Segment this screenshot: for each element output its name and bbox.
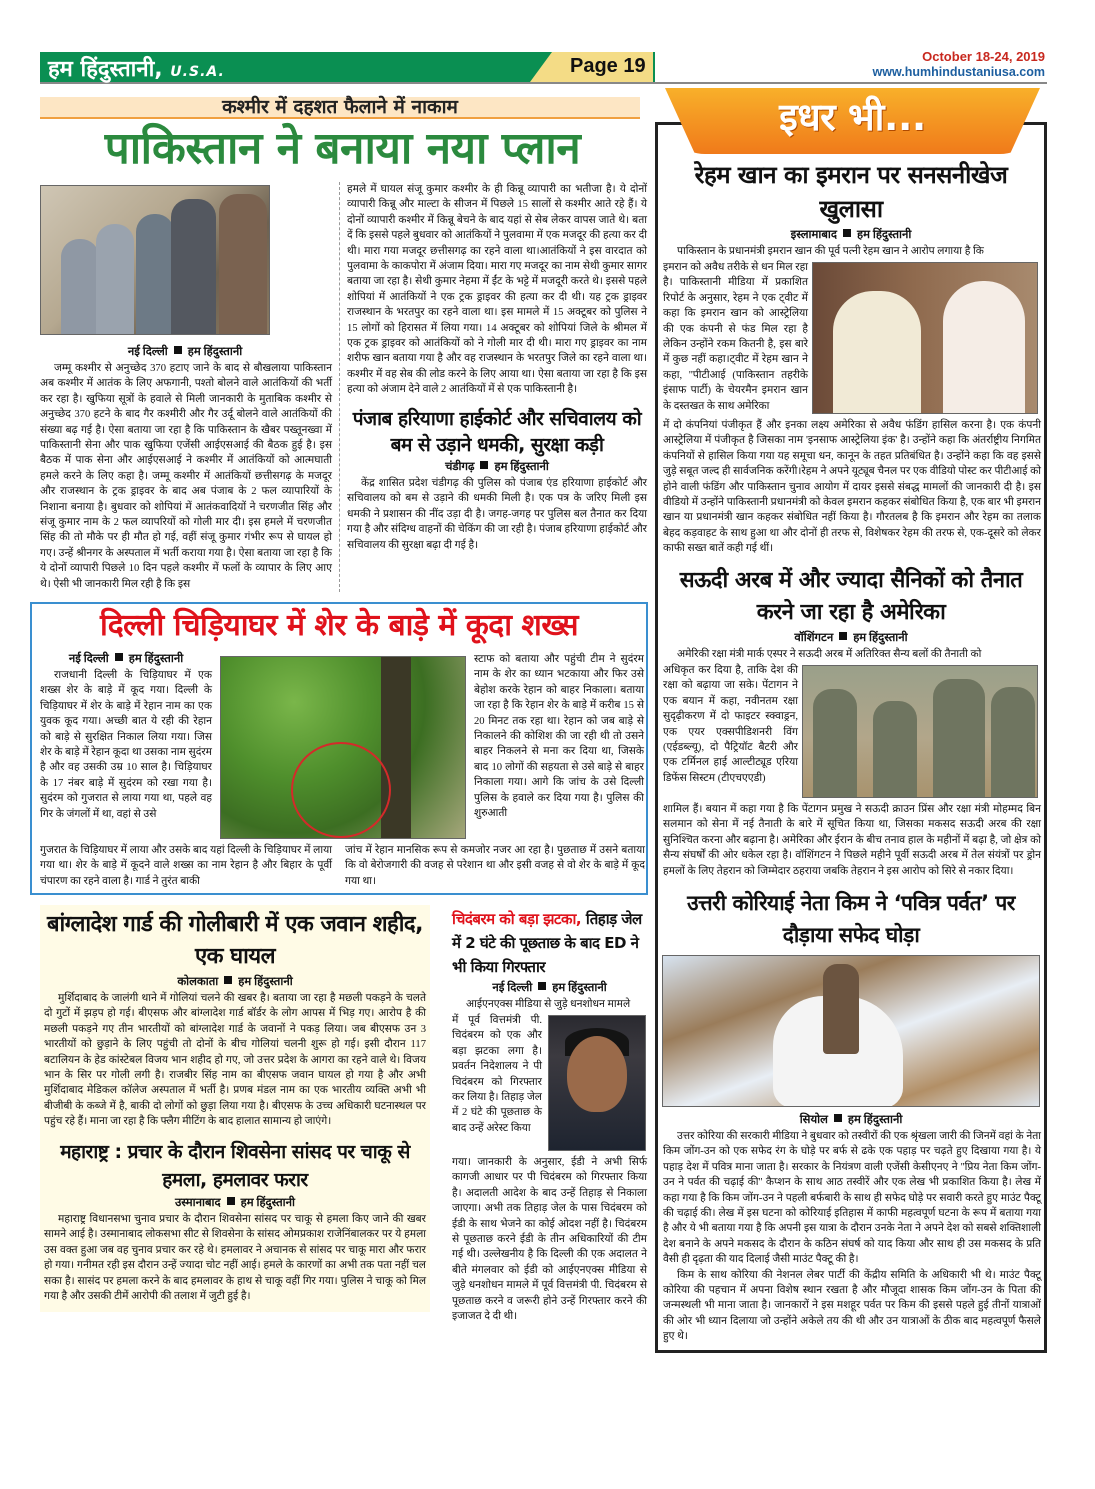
article-body: केंद्र शासित प्रदेश चंडीगढ़ की पुलिस को पंजाब एंड हरियाणा हाईकोर्ट और सचिवालय को बम से उड़ाने की धमकी मिली है। एक पत्र के जरिए मिली इस धमकी ने प्रशासन की नींद उड़ा दी है। जगह-जगह पर पुलिस बल तैनात कर दिया गया है और संदिग्ध वाहनों की चेकिंग की जा रही है। पंजाब हरियाणा हाईकोर्ट और सचिवालय की सुरक्षा बढ़ा दी गई है। <box>347 478 647 551</box>
article-body-col3: स्टाफ को बताया और पहुंची टीम ने सुदंरम नाम के शेर का ध्यान भटकाया और फिर उसे बेहोश करके रेहान को बाहर निकाला। बताया जा रहा है कि रेहान शेर के बाड़े में करीब 15 से 20 मिनट तक रहा था। रेहान को जब बाड़े से निकालने की कोशिश की जा रही थी तो उसने बाहर निकलने से मना कर दिया था, जिसके बाद 10 लोगों की सहयता से उसे बाड़े से बाहर निकाला गया। आगे कि जांच के उसे दिल्ली पुलिस के हवाले कर दिया गया है। पुलिस की शुरुआती <box>474 654 644 820</box>
dateline: वॉशिंगटन हम हिंदुस्तानी <box>794 632 908 644</box>
photo-imran-reham <box>812 262 1038 414</box>
masthead-suffix: U.S.A. <box>170 64 225 80</box>
photo-chidambaram <box>548 1015 646 1151</box>
article-body: महाराष्ट्र विधानसभा चुनाव प्रचार के दौरान शिवसेना सांसद पर चाकू से हमला किए जाने की खबर सामने आई है। उस्मानाबाद लोकसभा सीट से शिवसेना के सांसद ओमप्रकाश राजेनिंबालकर पर ये हमला उस वक्त हुआ जब वह चुनाव प्रचार कर रहे थे। हमलावर ने अचानक से सांसद पर चाकू मारा और फरार हो गया। गनीमत रही इस दौरान उन्हें ज्यादा चोट नहीं आई। हमले के कारणों का अभी तक पता नहीं चल सका है। सासंद पर हमला करने के बाद हमलावर के हाथ से चाकू वहीं गिर गया। पुलिस ने चाकू को मिल गया है और उसकी टीमें आरोपी की तलाश में जुटी हुई है। <box>44 1214 426 1303</box>
masthead-logo <box>48 53 225 83</box>
article-body: मुर्शिदाबाद के जालंगी थाने में गोलियां चलने की खबर है। बताया जा रहा है मछली पकड़ने के चलते दो गुटों में झड़प हो गई। बीएसफ और बांग्लादेश गार्ड बॉर्डर के लोग आपस में भिड़ गए। आरोप है की मछली पकड़ने गए तीन भारतीयों को बांग्लादेश गार्ड के जवानों ने पकड़ लिया। जब बीएसफ उन 3 भारतीयों को छुड़ाने के लिए पहुंची तो दोनों के बीच गोलियां चलनी शुरू हो गई। इसी दौरान 117 बटालियन के हेड कांस्टेबल विजय भान शहीद हो गए, जो उत्तर प्रदेश के आगरा का रहने वाले थे। विजय भान के सिर पर गोली लगी है। राजबीर सिंह नाम का बीएसफ जवान घायल हो गया है और अभी मुर्शिदाबाद मेडिकल कॉलेज अस्पताल में भर्ती है। प्रणब मंडल नाम का एक भारतीय व्यक्ति अभी भी बीजीबी के कब्जे में है, बाकी दो लोगों को छुड़ा लिया गया है। बीएसफ के उच्च अधिकारी घटनास्थल पर पहुंच रहे हैं। माना जा रहा है कि फ्लैग मीटिंग के बाद हालात सामान्य हो जाएंगे। <box>44 993 426 1128</box>
headline-korea: उत्तरी कोरियाई नेता किम ने ‘पवित्र पर्वत’ पर दौड़ाया सफेद घोड़ा <box>687 891 1015 947</box>
photo-kim-white-horse <box>662 955 1040 1107</box>
highlight-circle <box>291 742 391 838</box>
dateline: कोलकाता हम हिंदुस्तानी <box>177 976 293 988</box>
article-body-bottom-right: जांच में रेहान मानसिक रूप से कमजोर नजर आ रहा है। पुछताछ में उसने बताया कि वो बेरोजगारी की वजह से परेशान था और इसी वजह से वो शेर के बाड़े में कूद गया था। <box>345 845 645 887</box>
article-body-wide: में दो कंपनियां पंजीकृत हैं और इनका लक्ष्य अमेरिका से अवैध फंडिंग हासिल करना है। एक कंपनी आस्ट्रेलिया में पंजीकृत है जिसका नाम 'इनसाफ आस्ट्रेलिया इंक' है। उन्होंने कहा कि अंतर्राष्ट्रीय निगमित कंपनियों से हासिल किया गया यह समूचा धन, कानून के तहत प्रतिबंधित है। उन्होंने कहा कि वह इससे जुड़े सबूत जल्द ही सार्वजनिक करेंगी।रेहम ने अपने यूट्यूब चैनल पर एक वीडियो पोस्ट कर पीटीआई को होने वाली फंडिंग और पाकिस्तान चुनाव आयोग में दायर इससे संबद्ध मामलों की जानकारी दी है। इस वीडियो में उन्होंने पाकिस्तानी प्रधानमंत्री को केवल इमरान कहकर संबोधित किया है, एक बार भी इमरान खान या प्रधानमंत्री खान कहकर संबोधित नहीं किया है। गौरतलब है कि इमरान और रेहम का तलाक बेहद कड़वाहट के साथ हुआ था और दोनों ही तरफ से, विशेषकर रेहम की तरफ से, एक-दूसरे को लेकर काफी सख्त बातें कही गई थीं। <box>663 420 1041 555</box>
article-body-col1: राजधानी दिल्ली के चिड़ियाघर में एक शख्स शेर के बाड़े में कूद गया। दिल्ली के चिड़ियाघर में शेर के बाड़े में रेहान नाम का एक युवक कूद गया। अच्छी बात ये रही की रेहान को बाड़े से सुरक्षित निकाल लिया गया। जिस शेर के बाड़े में रेहान कूदा था उसका नाम सुदंरम है और वह उसकी उम्र 10 साल है। चिड़ियाघर के 17 नंबर बाड़े में सुदंरम को रखा गया है। सुदंरम को गुजरात से लाया गया था, पहले वह गिर के जंगलों में था, वहां से उसे <box>40 670 212 820</box>
headline-reham-khan: रेहम खान का इमरान पर सनसनीखेज खुलासा <box>694 161 1008 223</box>
photo-lion-enclosure <box>220 656 466 839</box>
lead-headline: पाकिस्तान ने बनाया नया प्लान <box>104 123 581 174</box>
headline-punjab: पंजाब हरियाणा हाईकोर्ट और सचिवालय को बम से उड़ाने धमकी, सुरक्षा कड़ी <box>352 408 642 456</box>
article-body-col2: हमले में घायल संजू कुमार कश्मीर के ही किन्नू व्यापारी का भतीजा है। ये दोनों व्यापारी किन्नू और माल्टा के सीजन में पिछले 15 सालों से कश्मीर आते रहे हैं। ये दोनों व्यापारी कश्मीर में किन्नू बेचने के बाद यहां से सेब लेकर वापस जाते थे। बता दें कि इससे पहले बुधवार को आतंकियों ने पुलवामा में एक मजदूर की हत्या कर दी थी। मारा गया मजदूर छत्तीसगढ़ का रहने वाला था।आतंकियों ने इस वारदात को पुलवामा के काकपोरा में अंजाम दिया। मारा गए मजदूर का नाम सेथी कुमार सागर बताया जा रहा है। सेथी कुमार नेहमा में ईंट के भट्टे में मजदूरी करते थे। इससे पहले शोपियां में आतंकियों ने एक ट्रक ड्राइवर की हत्या कर दी थी। यह ट्रक ड्राइवर राजस्थान के भरतपुर का रहने वाला था। इस मामले में 15 अक्टूबर को पुलिस ने 15 लोगों को हिरासत में लिया गया। 14 अक्टूबर को शोपियां जिले के श्रीमल में एक ट्रक ड्राइवर को आतंकियों को ने गोली मार दी थी। मारा गए ड्राइवर का नाम शरीफ खान बताया गया है और वह राजस्थान के भरतपुर जिले का रहने वाला था। कश्मीर में वह सेब की लोड करने के लिए आया था। ऐसा बताया जा रहा है कि इस हत्या को अंजाम देने वाले 2 आतंकियों में से एक पाकिस्तानी है। <box>347 184 647 396</box>
story-kicker: कश्मीर में दहशत फैलाने में नाकाम <box>222 96 458 118</box>
photo-soldiers <box>802 665 1038 798</box>
article-body-col1: जम्मू कश्मीर से अनुच्छेद 370 हटाए जाने के बाद से बौखलाया पाकिस्तान अब कश्मीर में आतंक के लिए अफगानी, पश्तो बोलने वाले आतंकियों की भर्ती कर रहा है। खुफिया सूत्रों के हवाले से मिली जानकारी के मुताबिक कश्मीर से अनुच्छेद 370 हटने के बाद गैर कश्मीरी और गैर उर्दू बोलने वाले आतंकियों की संख्या बढ़ गई है। ऐसा बताया जा रहा है कि पाकिस्तान के खैबर पख्तूनख्वा में पाकिस्तानी सेना और पाक खुफिया एजेंसी आईएसआई की बैठक हुई है। इस बैठक में पाक सेना और आईएसआई ने कश्मीर में आतंकियों को आत्मघाती हमले करने के लिए कहा है। जम्मू कश्मीर में आतंकियों छत्तीसगढ़ के मजदूर और राजस्थान के ट्रक ड्राइवर के बाद अब पंजाब के 2 फल व्यापारियों के निशाना बनाया है। बुधवार को शोपियां में आतंकवादियों ने चरणजीत सिंह और संजू कुमार नाम के 2 फल व्यापरियों को गोली मार दी। इस हमले में चरणजीत सिंह की तो मौके पर ही मौत हो गई, वहीं संजू कुमार गंभीर रूप से घायल हो गए। उन्हें श्रीनगर के अस्पताल में भर्ती कराया गया है। ऐसा बताया जा रहा है कि ये दोनों व्यापारी पिछले 10 दिन पहले कश्मीर में फलों के व्यापार के लिए आए थे। ऐसी भी जानकारी मिल रही है कि इस <box>40 363 332 590</box>
dateline: उस्मानाबाद हम हिंदुस्तानी <box>174 1197 296 1209</box>
header-rule-right <box>655 82 1047 84</box>
dateline: नई दिल्ली हम हिंदुस्तानी <box>68 653 184 665</box>
article-body-bottom-left: गुजरात के चिड़ियाघर में लाया और उसके बाद यहां दिल्ली के चिड़ियाघर में लाया गया था। शेर के बाड़े में कूदने वाले शख्स का नाम रेहान है और बिहार के पूर्वी चंपारण का रहने वाला है। गार्ड ने तुरंत बाकी <box>40 845 332 887</box>
dateline: नई दिल्ली हम हिंदुस्तानी <box>492 982 607 994</box>
website-link[interactable]: www.humhindustaniusa.com <box>872 65 1045 79</box>
column-rule <box>339 182 340 592</box>
dateline: सियोल हम हिंदुस्तानी <box>799 1114 903 1126</box>
headline-chidambaram: चिदंबरम को बड़ा झटका, तिहाड़ जेल में 2 घंटे की पूछताछ के बाद ED ने भी किया गिरफ्तार <box>452 910 642 976</box>
article-lead: आईएनएक्स मीडिया से जुड़े धनशोधन मामले <box>466 999 631 1010</box>
dateline: इस्लामाबाद हम हिंदुस्तानी <box>790 229 912 241</box>
page-number: Page 19 <box>570 55 646 77</box>
article-body-narrow: में पूर्व वित्तमंत्री पी. चिदंबरम को एक और बड़ा झटका लगा है। प्रवर्तन निदेशालय ने पी चिदंबरम को गिरफ्तार कर लिया है। तिहाड़ जेल में 2 घंटे की पूछताछ के बाद उन्हें अरेस्ट किया <box>452 1015 542 1134</box>
dateline: चंडीगढ़ हम हिंदुस्तानी <box>445 461 549 473</box>
sidebar-banner-title: इधर भी... <box>779 95 926 139</box>
headline-zoo: दिल्ली चिड़ियाघर में शेर के बाड़े में कूदा शख्स <box>99 608 579 643</box>
dateline: नई दिल्ली हम हिंदुस्तानी <box>127 346 243 358</box>
article-lead: पाकिस्तान के प्रधानमंत्री इमरान खान की पूर्व पत्नी रेहम खान ने आरोप लगाया है कि <box>677 246 984 257</box>
article-body-wide: शामिल हैं। बयान में कहा गया है कि पेंटागन प्रमुख ने सऊदी क्राउन प्रिंस और रक्षा मंत्री मोहम्मद बिन सलमान को सेना में नई तैनाती के बारे में सूचित किया था, जिसका मकसद सऊदी अरब की रक्षा सुनिश्चित करना और बढ़ाना है। अमेरिका और ईरान के बीच तनाव हाल के महीनों में बढ़ा है, जो क्षेत्र को सैन्य संघर्षों की ओर धकेल रहा है। वॉशिंगटन ने पिछले महीने पूर्वी सऊदी अरब में तेल संयंत्रों पर ड्रोन हमलों के लिए तेहरान को जिम्मेदार ठहराया जबकि तेहरान ने इस आरोप को सिरे से नकार दिया। <box>663 804 1041 877</box>
issue-date: October 18-24, 2019 <box>922 49 1045 64</box>
article-body-narrow: इमरान को अवैध तरीके से धन मिल रहा है। पाकिस्तानी मीडिया में प्रकाशित रिपोर्ट के अनुसार, रेहम ने एक ट्वीट में कहा कि इमरान खान को आस्ट्रेलिया की एक कंपनी से फंड मिल रहा है लेकिन उन्होंने रकम कितनी है, इस बारे में कुछ नहीं कहा।ट्वीट में रेहम खान ने कहा, ''पीटीआई (पाकिस्तान तहरीके इंसाफ पार्टी) के चेयरमैन इमरान खान के दस्तखत के साथ अमेरिका <box>663 262 808 412</box>
article-body: उत्तर कोरिया की सरकारी मीडिया ने बुधवार को तस्वीरों की एक श्रृंखला जारी की जिनमें वहां के नेता किम जोंग-उन को एक सफेद रंग के घोड़े पर बर्फ से ढके एक पहाड़ पर चढ़ते हुए दिखाया गया है। ये पहाड़ देश में पवित्र माना जाता है। सरकार के नियंत्रण वाली एजेंसी केसीएनए ने ''प्रिय नेता किम जोंग-उन ने पर्वत की चढ़ाई की'' कैप्शन के साथ आठ तस्वीरें और एक लेख भी प्रकाशित किया है। लेख में कहा गया है कि किम जोंग-उन ने पहली बर्फबारी के साथ ही सफेद घोड़े पर सवारी करते हुए माउंट पैक्टू की चढ़ाई की। लेख में इस घटना को कोरियाई इतिहास में काफी महत्वपूर्ण घटना के रूप में बताया गया है और ये भी बताया गया है कि अपनी इस यात्रा के दौरान उनके नेता ने अपने देश को सबसे शक्तिशाली देश बनाने के अपने मकसद के दौरान के कठिन संघर्ष को याद किया और साथ ही उस मकसद के प्रति वैसी ही दृढ़ता की याद दिलाई जैसी माउंट पैक्टू की है। किम के साथ कोरिया की नेशनल लेबर पार्टी की केंद्रीय समिति के अधिकारी भी थे। माउंट पैक्टू कोरिया की पहचान में अपना विशेष स्थान रखता है और मौजूदा शासक किम जोंग-उन के पिता की जन्मस्थली भी माना जाता है। जानकारों ने इस मशहूर पर्वत पर किम की इससे पहले हुई तीनों यात्राओं की ओर भी ध्यान दिलाया जो उन्होंने अकेले तय की थी और उन यात्राओं के ठीक बाद महत्वपूर्ण फैसले हुए थे। <box>663 1131 1041 1343</box>
article-body-wide: गया। जानकारी के अनुसार, ईडी ने अभी सिर्फ कागजी आधार पर पी चिदंबरम को गिरफ्तार किया है। अदालती आदेश के बाद उन्हें तिहाड़ से निकाला जाएगा। अभी तक तिहाड़ जेल के पास चिदंबरम को ईडी के साथ भेजने का कोई ओदश नहीं है। चिदंबरम से पूछताछ करने ईडी के तीन अधिकारियों की टीम गई थी। उल्लेखनीय है कि दिल्ली की एक अदालत ने बीते मंगलवार को ईडी को आईएनएक्स मीडिया से जुड़े धनशोधन मामले में पूर्व वित्तमंत्री पी. चिदंबरम से पूछताछ करने व जरूरी होने उन्हें गिरफ्तार करने की इजाजत दे दी थी। <box>452 1157 647 1323</box>
article-lead: अमेरिकी रक्षा मंत्री मार्क एस्पर ने सऊदी अरब में अतिरिक्त सैन्य बलों की तैनाती को <box>677 649 982 660</box>
article-body-narrow: अधिकृत कर दिया है, ताकि देश की रक्षा को बढ़ाया जा सके। पेंटागन ने एक बयान में कहा, नवीनतम रक्षा सुदृढ़ीकरण में दो फाइटर स्क्वाड्रन, एक एयर एक्सपीडिशनरी विंग (एईडब्ल्यू), दो पैट्रियॉट बैटरी और एक टर्मिनल हाई आल्टीट्यूड एरिया डिफेंस सिस्टम (टीएचएएडी) <box>663 665 798 784</box>
photo-militants <box>40 185 270 335</box>
headline-saudi: सऊदी अरब में और ज्यादा सैनिकों को तैनात करने जा रहा है अमेरिका <box>679 568 1023 625</box>
headline-maharashtra: महाराष्ट्र : प्रचार के दौरान शिवसेना सांसद पर चाकू से हमला, हमलावर फरार <box>60 1141 410 1191</box>
masthead-title: हम हिंदुस्तानी, <box>48 57 163 82</box>
headline-bangladesh: बांग्लादेश गार्ड की गोलीबारी में एक जवान शहीद, एक घायल <box>47 912 423 969</box>
